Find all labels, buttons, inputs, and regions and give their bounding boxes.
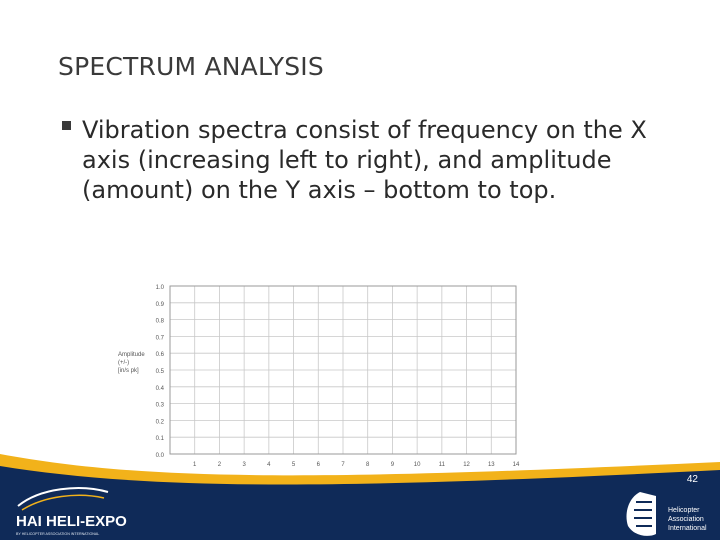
x-tick-label: 10 bbox=[413, 462, 421, 468]
bullet-square-icon bbox=[62, 121, 71, 130]
y-tick-label: 0.5 bbox=[155, 369, 164, 375]
y-tick-label: 0.8 bbox=[155, 318, 164, 325]
x-tick-label: 12 bbox=[463, 462, 470, 468]
bullet-item bbox=[62, 115, 662, 205]
chart-grid bbox=[170, 286, 516, 454]
slide-title: SPECTRUM ANALYSIS bbox=[58, 52, 324, 81]
y-axis-label-line: (+/-) bbox=[118, 360, 130, 366]
footer-banner bbox=[0, 440, 720, 540]
y-tick-label: 0.9 bbox=[155, 301, 164, 308]
x-tick-label: 13 bbox=[487, 462, 495, 468]
hai-heli-expo-wordmark: HAI HELI-EXPO bbox=[16, 513, 127, 530]
y-axis-label-line: [in/s pk] bbox=[118, 368, 139, 374]
y-axis-label bbox=[118, 352, 145, 374]
x-tick-label: 7 bbox=[341, 462, 345, 468]
x-tick-label: 4 bbox=[267, 462, 271, 468]
y-tick-label: 0.6 bbox=[155, 352, 164, 359]
y-tick-label: 0.1 bbox=[155, 436, 164, 443]
x-tick-label: 8 bbox=[366, 462, 370, 468]
x-tick-label: 6 bbox=[316, 462, 320, 468]
x-tick-label: 14 bbox=[512, 462, 520, 468]
page-number: 42 bbox=[686, 474, 698, 485]
x-tick-label: 9 bbox=[390, 462, 395, 468]
y-tick-labels bbox=[156, 285, 165, 459]
x-tick-label: 11 bbox=[438, 462, 445, 468]
hai-name-line-2: Association bbox=[668, 516, 704, 523]
y-tick-label: 0.2 bbox=[155, 419, 164, 426]
x-tick-label: 3 bbox=[242, 462, 246, 468]
x-tick-label: 2 bbox=[217, 462, 222, 468]
bullet-text: Vibration spectra consist of frequency on the X axis (increasing left to right), and amplitude (amount) on the Y axis – bottom to top. bbox=[82, 116, 647, 204]
hai-heli-expo-tagline: BY HELICOPTER ASSOCIATION INTERNATIONAL bbox=[16, 532, 100, 536]
x-tick-label: 1 bbox=[193, 462, 197, 468]
y-axis-label-line: Amplitude bbox=[118, 352, 145, 358]
y-tick-label: 1.0 bbox=[155, 285, 164, 291]
hai-name-line-3: International bbox=[668, 525, 707, 532]
hai-name-line-1: Helicopter bbox=[668, 507, 700, 514]
x-tick-label: 5 bbox=[291, 462, 296, 468]
y-tick-label: 0.7 bbox=[155, 335, 164, 342]
y-tick-label: 0.0 bbox=[155, 453, 164, 459]
y-tick-label: 0.3 bbox=[155, 402, 164, 409]
y-tick-label: 0.4 bbox=[155, 385, 164, 392]
